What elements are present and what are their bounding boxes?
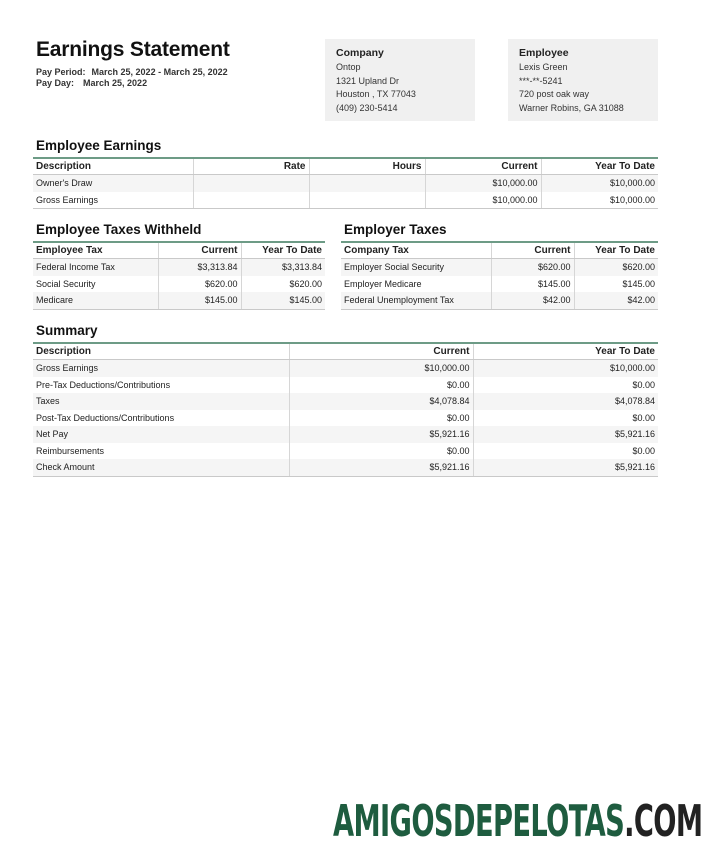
- employer-taxes-header-tax: Company Tax: [341, 242, 491, 259]
- table-row: [33, 426, 658, 443]
- cell: $3,313.84: [158, 259, 241, 276]
- pay-period-label: Pay Period:: [36, 67, 86, 77]
- cell: $10,000.00: [425, 192, 541, 209]
- summary-header-ytd: Year To Date: [473, 343, 658, 360]
- cell: $10,000.00: [473, 360, 658, 377]
- cell: $145.00: [574, 276, 658, 293]
- cell: Federal Income Tax: [33, 259, 158, 276]
- summary-header-current: Current: [289, 343, 473, 360]
- cell: Federal Unemployment Tax: [341, 292, 491, 309]
- cell: Gross Earnings: [33, 192, 193, 209]
- table-row: [33, 259, 325, 276]
- table-row: [33, 459, 658, 476]
- cell: $3,313.84: [241, 259, 325, 276]
- summary-table: [33, 342, 658, 477]
- watermark-suffix: .COM: [624, 796, 702, 847]
- cell: $0.00: [289, 410, 473, 427]
- cell: Employer Social Security: [341, 259, 491, 276]
- cell: $42.00: [574, 292, 658, 309]
- employee-taxes-header-ytd: Year To Date: [241, 242, 325, 259]
- earnings-header-ytd: Year To Date: [541, 158, 658, 175]
- employee-taxes-header-current: Current: [158, 242, 241, 259]
- cell: $620.00: [574, 259, 658, 276]
- cell: $5,921.16: [289, 426, 473, 443]
- table-row: [341, 259, 658, 276]
- pay-period-value: March 25, 2022 - March 25, 2022: [91, 67, 228, 77]
- pay-day-label: Pay Day:: [36, 78, 75, 88]
- earnings-header-description: Description: [33, 158, 193, 175]
- employer-taxes-header-current: Current: [491, 242, 574, 259]
- cell: $145.00: [491, 276, 574, 293]
- table-row: [33, 192, 658, 209]
- cell: Taxes: [33, 393, 289, 410]
- cell: $0.00: [473, 443, 658, 460]
- cell: Post-Tax Deductions/Contributions: [36, 412, 175, 423]
- cell: $620.00: [241, 276, 325, 293]
- company-phone: (409) 230-5414: [336, 102, 398, 113]
- pay-info: [36, 67, 228, 89]
- company-heading: Company: [336, 47, 384, 59]
- cell: Owner's Draw: [33, 175, 193, 192]
- company-address1: 1321 Upland Dr: [336, 75, 400, 86]
- cell: Gross Earnings: [33, 360, 289, 377]
- cell: Check Amount: [33, 459, 289, 476]
- cell: $4,078.84: [473, 393, 658, 410]
- cell: Reimbursements: [36, 445, 105, 456]
- cell: $145.00: [241, 292, 325, 309]
- cell: [193, 175, 309, 192]
- cell: Medicare: [33, 292, 158, 309]
- table-row: [33, 292, 325, 309]
- cell: $10,000.00: [289, 360, 473, 377]
- employer-taxes-header-ytd: Year To Date: [574, 242, 658, 259]
- cell: Pre-Tax Deductions/Contributions: [36, 379, 171, 390]
- table-row: [33, 360, 658, 377]
- employee-box: [508, 39, 658, 121]
- cell: Employer Medicare: [344, 278, 422, 289]
- table-row: [33, 410, 658, 427]
- pay-day-value: March 25, 2022: [83, 78, 148, 88]
- cell: $620.00: [491, 259, 574, 276]
- earnings-header-current: Current: [425, 158, 541, 175]
- summary-title: Summary: [36, 323, 98, 338]
- cell: $620.00: [158, 276, 241, 293]
- employee-name: Lexis Green: [519, 62, 568, 72]
- watermark-main: AMIGOSDEPELOTAS: [333, 796, 625, 847]
- cell: $5,921.16: [473, 459, 658, 476]
- table-row: [33, 276, 325, 293]
- cell: $5,921.16: [289, 459, 473, 476]
- cell: $0.00: [289, 377, 473, 394]
- table-row: [341, 276, 658, 293]
- earnings-title: Employee Earnings: [36, 138, 162, 153]
- table-row: [341, 292, 658, 309]
- cell: $42.00: [491, 292, 574, 309]
- cell: $5,921.16: [473, 426, 658, 443]
- cell: $0.00: [473, 377, 658, 394]
- table-row: [33, 175, 658, 192]
- employer-taxes-title: Employer Taxes: [344, 222, 447, 237]
- cell: [309, 175, 425, 192]
- cell: $10,000.00: [541, 192, 658, 209]
- employee-address2: Warner Robins, GA 31088: [519, 102, 624, 113]
- table-row: [33, 443, 658, 460]
- cell: $10,000.00: [425, 175, 541, 192]
- cell: $0.00: [289, 443, 473, 460]
- employee-address1: 720 post oak way: [519, 89, 590, 99]
- cell: $10,000.00: [541, 175, 658, 192]
- cell: $4,078.84: [289, 393, 473, 410]
- cell: $145.00: [158, 292, 241, 309]
- employee-heading: Employee: [519, 47, 569, 59]
- watermark-logo: [333, 796, 702, 847]
- earnings-header-rate: Rate: [193, 158, 309, 175]
- table-row: [33, 377, 658, 394]
- cell: Net Pay: [33, 426, 289, 443]
- cell: [193, 192, 309, 209]
- company-address2: Houston , TX 77043: [336, 89, 416, 99]
- company-box: [325, 39, 475, 121]
- employee-taxes-table: [33, 241, 325, 310]
- company-name: Ontop: [336, 62, 361, 72]
- cell: $0.00: [473, 410, 658, 427]
- employee-taxes-title: Employee Taxes Withheld: [36, 222, 202, 237]
- summary-header-description: Description: [33, 343, 289, 360]
- cell: [309, 192, 425, 209]
- cell: Social Security: [36, 278, 96, 289]
- table-row: [33, 393, 658, 410]
- employee-taxes-header-tax: Employee Tax: [33, 242, 158, 259]
- earnings-table: [33, 157, 658, 209]
- earnings-header-hours: Hours: [309, 158, 425, 175]
- employee-ssn: ***-**-5241: [519, 75, 563, 86]
- employer-taxes-table: [341, 241, 658, 310]
- page-title: Earnings Statement: [36, 38, 230, 61]
